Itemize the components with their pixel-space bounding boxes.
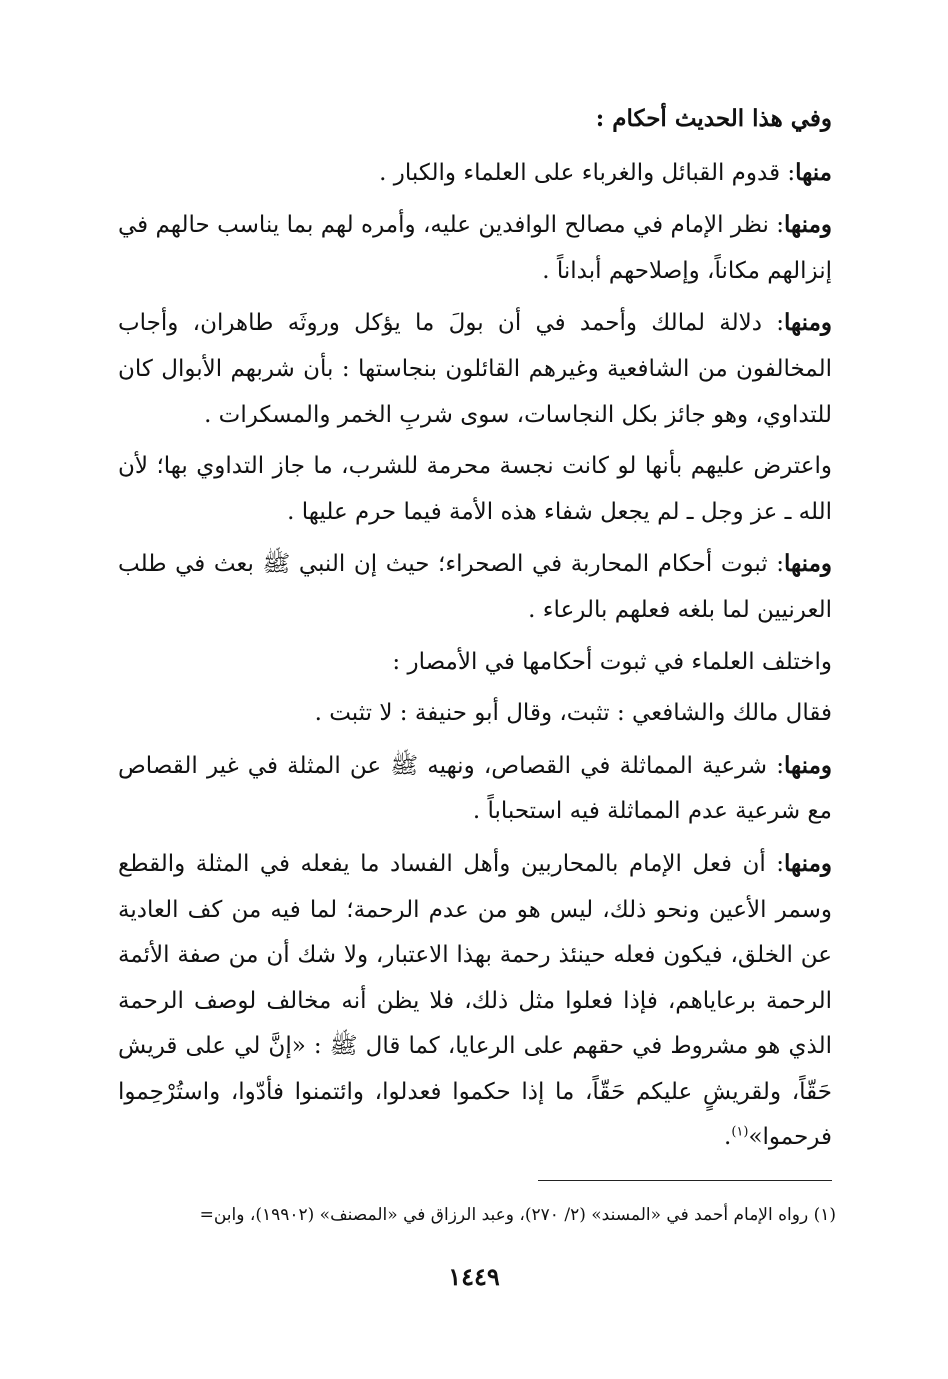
paragraph-9 bbox=[118, 841, 832, 1161]
paragraph-lead: ومنها bbox=[784, 309, 832, 337]
paragraph-1 bbox=[118, 150, 832, 197]
paragraph-tail: . bbox=[724, 1124, 732, 1151]
paragraph-lead: منها bbox=[795, 158, 832, 186]
paragraph-text: : ثبوت أحكام المحاربة في الصحراء؛ حيث إن النبي ﷺ بعث في طلب العرنيين لما بلغه فعلهم بالرعاء . bbox=[118, 551, 832, 623]
paragraph-text: واعترض عليهم بأنها لو كانت نجسة محرمة للشرب، ما جاز التداوي بها؛ لأن الله ـ عز وجل ـ لم يجعل شفاء هذه الأمة فيما حرم عليها . bbox=[118, 453, 832, 525]
paragraph-text: : أن فعل الإمام بالمحاربين وأهل الفساد ما يفعله في المثلة والقطع وسمر الأعين ونحو ذلك، ليس هو من عدم الرحمة؛ لما فيه من كف العادية عن الخلق، فيكون فعله حينئذ رحمة بهذا الاعتبار، ولا شك أن من صفة الأئمة الرحمة برعاياهم، فإذا فعلوا مثل ذلك، فلا يظن أنه مخالف لوصف الرحمة الذي هو مشروط في حقهم على الرعايا، كما قال ﷺ : «إنَّ لي على قريش حَقّاً، ولقريشٍ عليكم حَقّاً، ما إذا حكموا فعدلوا، وائتمنوا فأدّوا، واستُرْحِموا فرحموا» bbox=[118, 850, 832, 1151]
paragraph-lead: ومنها bbox=[784, 751, 832, 779]
paragraph-8 bbox=[118, 743, 832, 835]
footnote-reference[interactable]: (١) bbox=[731, 1124, 749, 1140]
paragraph-text: : شرعية المماثلة في القصاص، ونهيه ﷺ عن المثلة في غير القصاص مع شرعية عدم المماثلة فيه استحباباً . bbox=[118, 752, 832, 825]
section-heading: وفي هذا الحديث أحكام : bbox=[595, 105, 832, 132]
footnote: (١) رواه الإمام أحمد في «المسند» (٢/ ٢٧٠)، وعبد الرزاق في «المصنف» (١٩٩٠٢)، وابن= bbox=[199, 1205, 836, 1225]
paragraph-lead: ومنها bbox=[784, 550, 832, 578]
paragraph-text: : دلالة لمالك وأحمد في أن بولَ ما يؤكل وروثَه طاهران، وأجاب المخالفون من الشافعية وغيرهم القائلون بنجاستها : بأن شربهم الأبوال كان للتداوي، وهو جائز بكل النجاسات، سوى شربِ الخمر والمسكرات . bbox=[118, 310, 832, 428]
paragraph-text: فقال مالك والشافعي : تثبت، وقال أبو حنيفة : لا تثبت . bbox=[314, 700, 832, 727]
paragraph-text: واختلف العلماء في ثبوت أحكامها في الأمصار : bbox=[392, 648, 832, 675]
paragraph-7 bbox=[118, 691, 832, 737]
paragraph-5 bbox=[118, 541, 832, 633]
paragraph-2 bbox=[118, 202, 832, 294]
paragraph-lead: ومنها bbox=[784, 849, 832, 877]
paragraph-3 bbox=[118, 300, 832, 438]
footnote-divider bbox=[538, 1180, 832, 1181]
paragraph-text: : قدوم القبائل والغرباء على العلماء والكبار . bbox=[379, 159, 796, 186]
main-text bbox=[118, 96, 832, 1167]
paragraph-4 bbox=[118, 444, 832, 535]
paragraph-lead: ومنها bbox=[784, 211, 832, 239]
paragraph-6 bbox=[118, 640, 832, 686]
paragraph-text: : نظر الإمام في مصالح الوافدين عليه، وأمره لهم بما يناسب حالهم في إنزالهم مكاناً، وإصلاحهم أبداناً . bbox=[118, 212, 832, 284]
page-number: ١٤٤٩ bbox=[448, 1262, 500, 1291]
